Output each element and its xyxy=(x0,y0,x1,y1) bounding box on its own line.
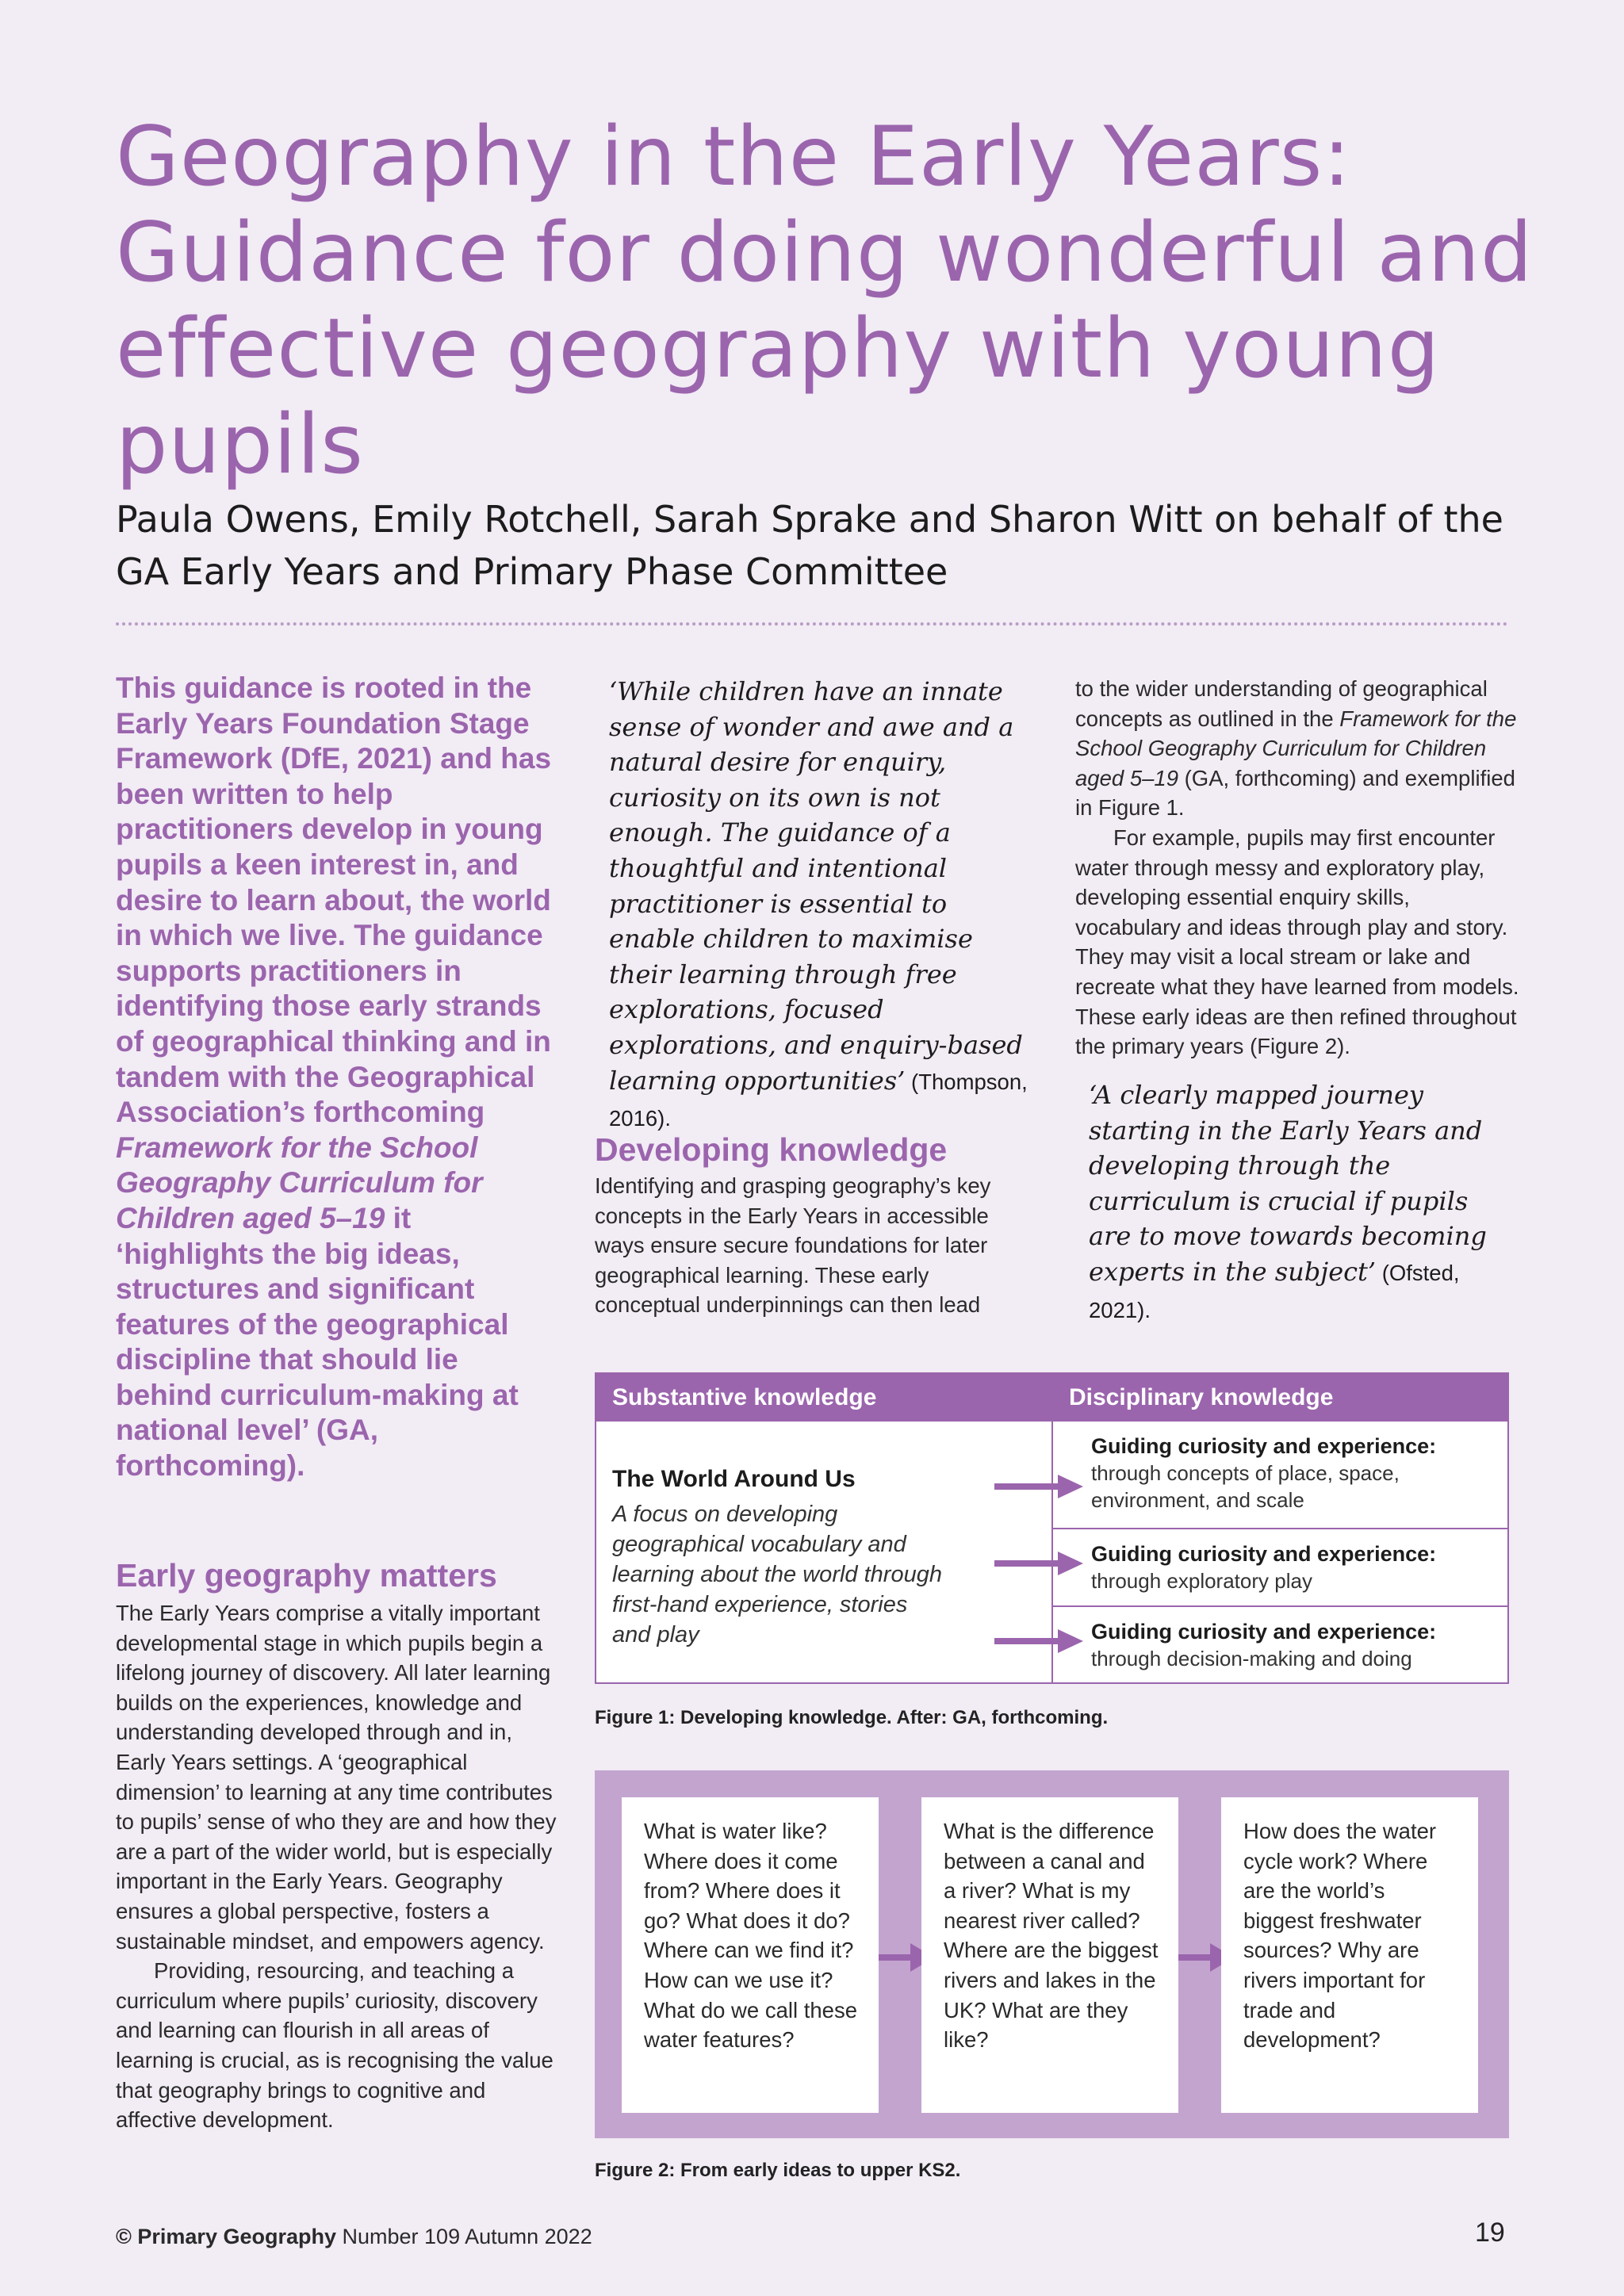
lead-text-a: This guidance is rooted in the Early Years Foundation Stage Framework (DfE, 2021) and has been written to help practitioners develop in young pupils a keen interest in, and desire to learn about, the world in which we live. The guidance supports practitioners in identifying those early strands of geographical thinking and in tandem with the Geographical Association’s forthcoming xyxy=(116,672,552,1129)
lead-text-b: it ‘highlights the big ideas, structures and significant features of the geographical discipline that should lie behind curriculum-making at national level’ (GA, forthcoming). xyxy=(116,1201,519,1483)
early-para-1: The Early Years comprise a vitally important developmental stage in which pupils begin a lifelong journey of discovery. All later learning builds on the experiences, knowledge and understanding developed through and in, Early Years settings. A ‘geographical dimension’ to learning at any time contributes to pupils’ sense of who they are and how they are a part of the wider world, but is especially important in the Early Years. Geography ensures a global perspective, fosters a sustainable mindset, and empowers agency. xyxy=(116,1601,557,1954)
row2-title: Guiding curiosity and experience: xyxy=(1091,1542,1437,1566)
figure-1-diagram xyxy=(595,1372,1509,1684)
header-substantive-knowledge: Substantive knowledge xyxy=(596,1374,1051,1422)
stage-box-upper-ks2: How does the water cycle work? Where are the world’s biggest freshwater sources? Why are rivers important for trade and development? xyxy=(1221,1797,1478,2113)
row3-title: Guiding curiosity and experience: xyxy=(1091,1620,1437,1644)
quote1-cite: (Thompson, 2016). xyxy=(609,1069,1028,1131)
col3-para-2: For example, pupils may first encounter water through messy and exploratory play, developing essential enquiry skills, vocabulary and ideas through play and story. They may visit a local stream or lake and recreate what they have learned from models. These early ideas are then refined throughout the primary years (Figure 2). xyxy=(1075,825,1519,1059)
arrow-right-icon xyxy=(994,1475,1083,1498)
figure-2-caption: Figure 2: From early ideas to upper KS2. xyxy=(595,2160,961,2181)
article-authors: Paula Owens, Emily Rotchell, Sarah Sprake and Sharon Witt on behalf of the GA Early Years and Primary Phase Committee xyxy=(116,498,1503,593)
substantive-description: A focus on developing geographical vocabulary and learning about the world through first-hand experience, stories and play xyxy=(612,1502,942,1647)
article-title: Geography in the Early Years: Guidance for doing wonderful and effective geography with young pupils xyxy=(116,109,1534,492)
figure-2-diagram xyxy=(595,1770,1509,2138)
column3-body xyxy=(1075,674,1519,1062)
row1-title: Guiding curiosity and experience: xyxy=(1091,1434,1437,1458)
disciplinary-row-2 xyxy=(1053,1529,1509,1605)
stage-box-middle: What is the difference between a canal and a river? What is my nearest river called? Where are the biggest rivers and lakes in the UK? What are they like? xyxy=(921,1797,1178,2113)
lead-paragraph xyxy=(116,671,560,1484)
footer-copyright: © Primary Geography xyxy=(116,2225,336,2248)
dev-section-body xyxy=(595,1171,1039,1320)
row3-text: through decision-making and doing xyxy=(1091,1647,1412,1670)
early-section-body xyxy=(116,1598,560,2135)
col3-para-1 xyxy=(1075,674,1519,823)
substantive-title: The World Around Us xyxy=(612,1466,856,1492)
col3-text-italic: Framework for the School Geography Curriculum for Children aged 5–19 xyxy=(1075,706,1517,790)
pull-quote-thompson xyxy=(609,674,1037,1137)
dotted-divider xyxy=(116,622,1508,626)
header-disciplinary-knowledge: Disciplinary knowledge xyxy=(1053,1374,1509,1422)
arrow-right-icon xyxy=(994,1629,1083,1653)
row1-text: through concepts of place, space, environment, and scale xyxy=(1091,1461,1400,1512)
heading-developing-knowledge: Developing knowledge xyxy=(595,1131,948,1168)
stage-box-early: What is water like? Where does it come from? Where does it go? What does it do? Where can we find it? How can we use it? What do we call these water features? xyxy=(622,1797,879,2113)
page-number: 19 xyxy=(1475,2218,1505,2248)
quote2-cite: (Ofsted, 2021). xyxy=(1089,1260,1460,1322)
col3-text-a: to the wider understanding of geographical concepts as outlined in the xyxy=(1075,676,1488,731)
page-footer xyxy=(116,2225,592,2249)
col3-text-b: (GA, forthcoming) and exemplified in Figure 1. xyxy=(1075,765,1515,821)
figure-1-caption: Figure 1: Developing knowledge. After: GA, forthcoming. xyxy=(595,1707,1109,1728)
arrow-right-icon xyxy=(994,1552,1083,1575)
dev-para-1: Identifying and grasping geography’s key concepts in the Early Years in accessible ways ensure secure foundations for later geographical learning. These early conceptual underpinnings can then lead xyxy=(595,1173,991,1318)
disciplinary-row-3 xyxy=(1053,1607,1509,1684)
lead-text-italic: Framework for the School Geography Curriculum for Children aged 5–19 xyxy=(116,1131,483,1234)
heading-early-geography: Early geography matters xyxy=(116,1557,497,1594)
early-para-2: Providing, resourcing, and teaching a curriculum where pupils’ curiosity, discovery and learning can flourish in all areas of learning is crucial, as is recognising the value that geography brings to cognitive and affective development. xyxy=(116,1958,553,2133)
footer-issue: Number 109 Autumn 2022 xyxy=(336,2225,592,2248)
pull-quote-ofsted xyxy=(1089,1077,1517,1328)
quote1-text: ‘While children have an innate sense of wonder and awe and a natural desire for enquiry, curiosity on its own is not enough. The guidance of a thoughtful and intentional practitioner is essential to enable children to maximise their learning through free explorations, focused explorations, and enquiry-based learning opportunities’ xyxy=(609,676,1023,1096)
row2-text: through exploratory play xyxy=(1091,1569,1312,1593)
quote2-text: ‘A clearly mapped journey starting in the Early Years and developing through the curriculum is crucial if pupils are to move towards becoming experts in the subject’ xyxy=(1089,1080,1487,1287)
disciplinary-row-1 xyxy=(1053,1422,1509,1528)
